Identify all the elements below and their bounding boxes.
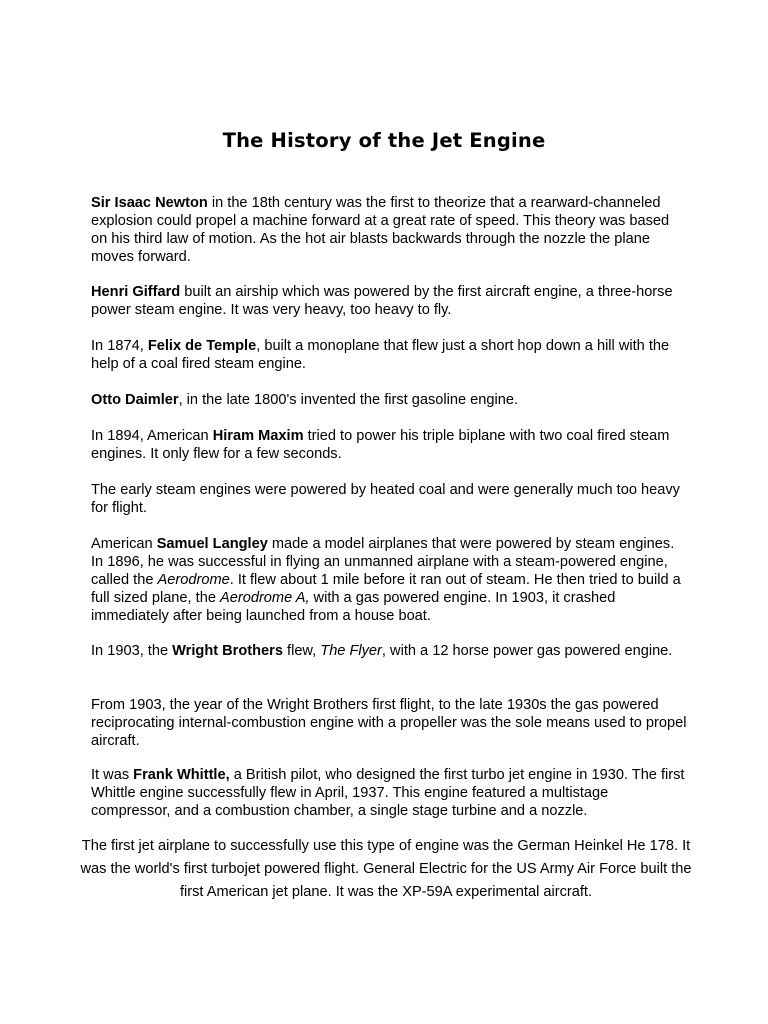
paragraph-text: made a model airplanes that were powered by steam engines. In 1896, he was successful in flying an unmanned airplane with a steam-powered engine, called the xyxy=(91,536,675,588)
name-langley: Samuel Langley xyxy=(156,536,268,552)
paragraph-text: . It flew about 1 mile before it ran out of steam. He then tried to build a full sized plane, the xyxy=(91,572,681,606)
paragraph-text: The early steam engines were powered by heated coal and were generally much too heavy for flight. xyxy=(91,482,680,516)
paragraph-reciprocating xyxy=(91,696,687,750)
paragraph-daimler xyxy=(91,391,687,409)
paragraph-giffard xyxy=(91,283,687,319)
paragraph-text: In 1894, American xyxy=(91,428,213,444)
paragraph-text: The first jet airplane to successfully use this type of engine was the German Heinkel He 178. It was the world's first turbojet powered flight. General Electric for the US Army Air Force built the first American jet plane. It was the XP-59A experimental aircraft. xyxy=(80,838,692,900)
name-maxim: Hiram Maxim xyxy=(212,428,304,444)
italic-the-flyer: The Flyer xyxy=(320,643,382,659)
paragraph-text: In 1874, xyxy=(91,338,148,354)
paragraph-steam-engines xyxy=(91,481,687,517)
document-title: The History of the Jet Engine xyxy=(222,129,546,152)
name-daimler: Otto Daimler xyxy=(91,392,179,408)
paragraph-text: flew, xyxy=(282,643,321,659)
paragraph-maxim xyxy=(91,427,687,463)
name-de-temple: Felix de Temple xyxy=(147,338,257,354)
paragraph-text: a British pilot, who designed the first turbo jet engine in 1930. The first Whittle engine successfully flew in April, 1937. This engine featured a multistage compressor, and a combustion chamber, a single stage turbine and a nozzle. xyxy=(91,767,685,819)
name-whittle: Frank Whittle, xyxy=(133,767,230,783)
paragraph-de-temple xyxy=(91,337,687,373)
paragraph-text: tried to power his triple biplane with two coal fired steam engines. It only flew for a few seconds. xyxy=(91,428,670,462)
paragraph-text: built an airship which was powered by the first aircraft engine, a three-horse power steam engine. It was very heavy, too heavy to fly. xyxy=(91,284,673,318)
paragraph-text: , with a 12 horse power gas powered engine. xyxy=(381,643,673,659)
paragraph-text: , in the late 1800's invented the first gasoline engine. xyxy=(178,392,519,408)
paragraph-text: In 1903, the xyxy=(91,643,173,659)
paragraph-text: It was xyxy=(91,767,134,783)
name-newton: Sir Isaac Newton xyxy=(91,195,208,211)
paragraph-text: From 1903, the year of the Wright Brothers first flight, to the late 1930s the gas powered reciprocating internal-combustion engine with a propeller was the sole means used to propel aircraft. xyxy=(91,697,687,749)
paragraph-text: in the 18th century was the first to theorize that a rearward-channeled explosion could propel a machine forward at a great rate of speed. This theory was based on his third law of motion. As the hot air blasts backwards through the nozzle the plane moves forward. xyxy=(91,195,670,265)
italic-aerodrome: Aerodrome xyxy=(157,572,230,588)
paragraph-heinkel xyxy=(80,835,692,904)
italic-aerodrome-a: Aerodrome A, xyxy=(220,590,310,606)
name-wright: Wright Brothers xyxy=(172,643,283,659)
paragraph-wright xyxy=(91,642,687,660)
paragraph-text: , built a monoplane that flew just a short hop down a hill with the help of a coal fired steam engine. xyxy=(91,338,670,372)
paragraph-newton xyxy=(91,194,687,266)
paragraph-text: American xyxy=(91,536,157,552)
name-giffard: Henri Giffard xyxy=(91,284,181,300)
paragraph-text: with a gas powered engine. In 1903, it crashed immediately after being launched from a house boat. xyxy=(91,590,616,624)
paragraph-whittle xyxy=(91,766,687,820)
paragraph-langley xyxy=(91,535,687,625)
